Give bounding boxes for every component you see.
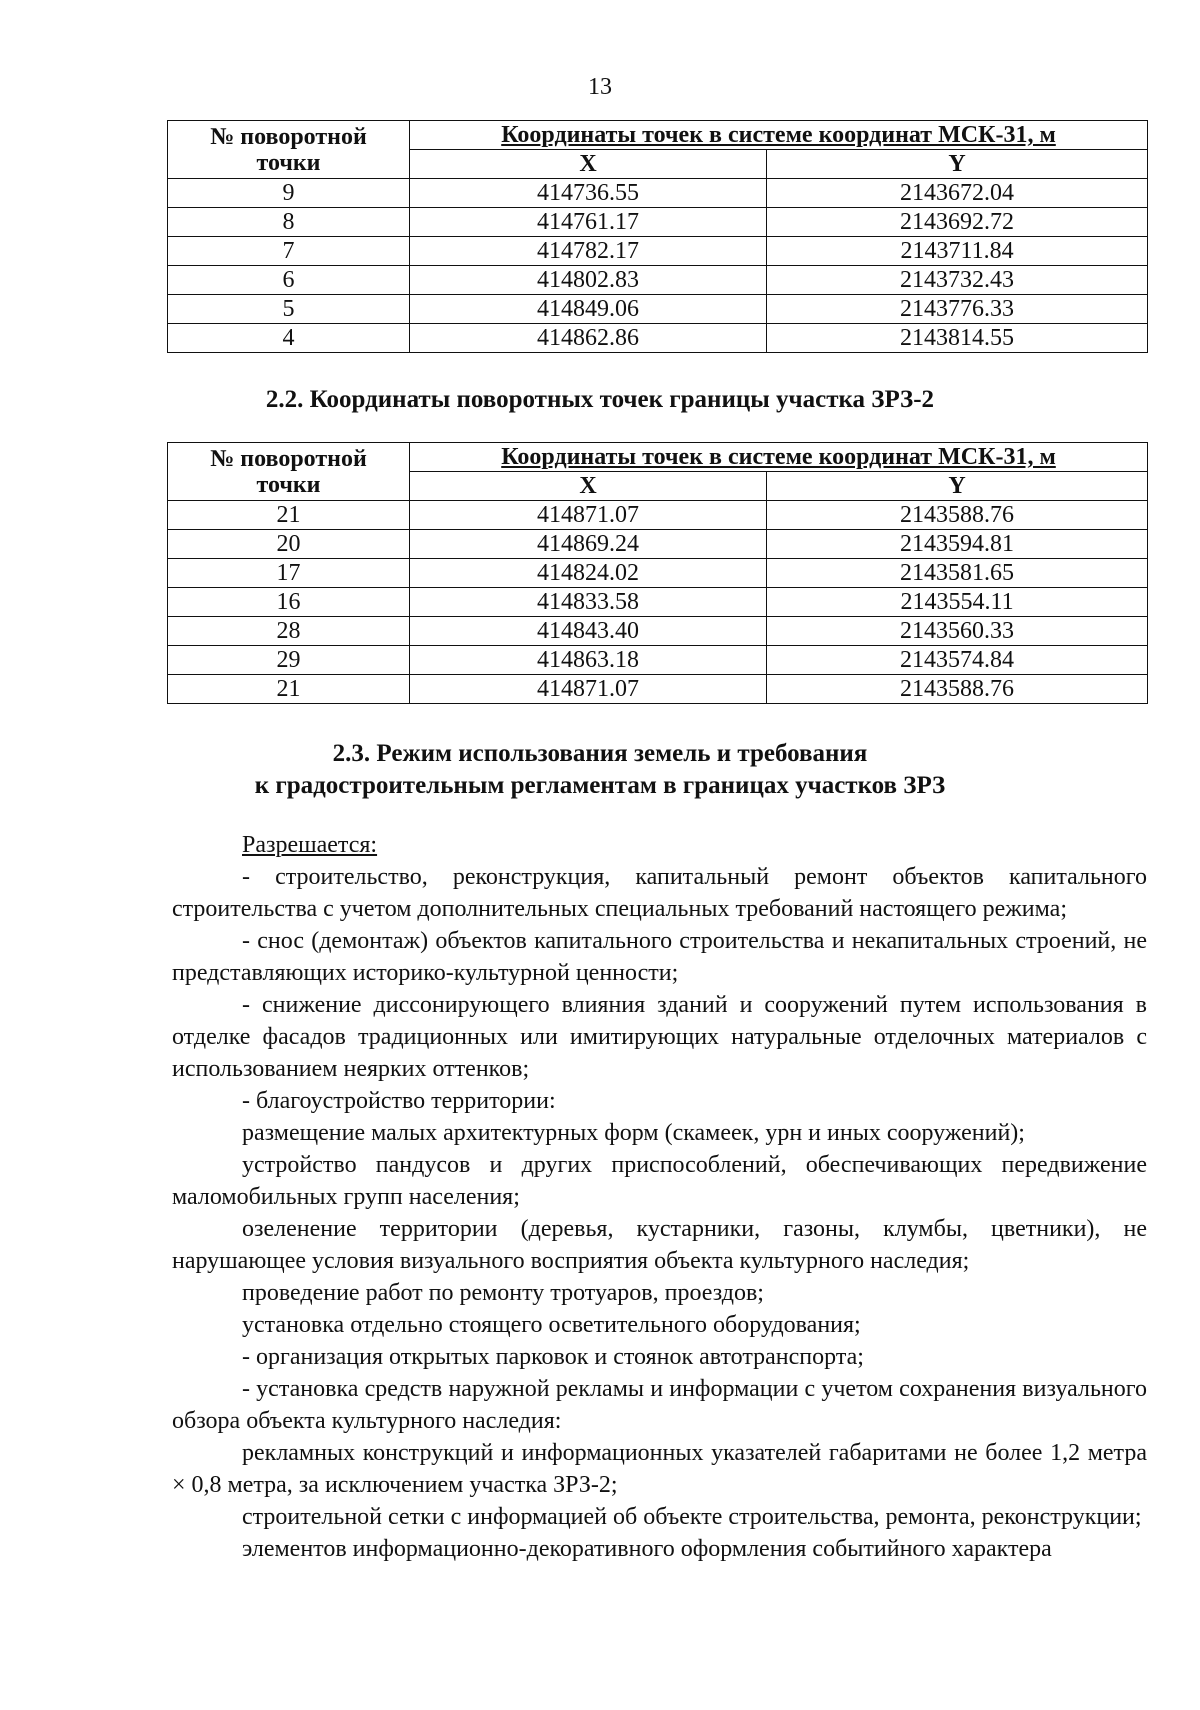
section-heading-2-3: 2.3. Режим использования земель и требования к градостроительным регламентам в границах участков ЗРЗ: [254, 740, 946, 799]
paragraph: - благоустройство территории:: [242, 1088, 556, 1114]
coordinates-table-zrz-2: [167, 442, 1148, 704]
paragraph: озеленение территории (деревья, кустарники, газоны, клумбы, цветники), не нарушающее условия визуального восприятия объекта культурного наследия;: [172, 1216, 1147, 1274]
table-row: 21 414871.07 2143588.76: [168, 675, 1148, 704]
page-number: 13: [588, 74, 612, 100]
table-row: 20 414869.24 2143594.81: [168, 530, 1148, 559]
x-column-header: X: [410, 150, 767, 179]
allowed-label: Разрешается:: [242, 832, 378, 858]
coords-system-header: Координаты точек в системе координат МСК-31, м: [410, 443, 1148, 472]
paragraph: размещение малых архитектурных форм (скамеек, урн и иных сооружений);: [242, 1120, 1025, 1146]
paragraph: - снижение диссонирующего влияния зданий и сооружений путем использования в отделке фасадов традиционных или имитирующих натуральные отделочных материалов с использованием неярких оттенков;: [172, 992, 1147, 1082]
table-row: 21 414871.07 2143588.76: [168, 501, 1148, 530]
table-row: 5 414849.06 2143776.33: [168, 295, 1148, 324]
paragraph: устройство пандусов и других приспособлений, обеспечивающих передвижение маломобильных групп населения;: [172, 1152, 1147, 1210]
y-column-header: Y: [767, 472, 1148, 501]
table-row: 6 414802.83 2143732.43: [168, 266, 1148, 295]
paragraph: элементов информационно-декоративного оформления событийного характера: [242, 1536, 1052, 1562]
table-row: 4 414862.86 2143814.55: [168, 324, 1148, 353]
table-row: 8 414761.17 2143692.72: [168, 208, 1148, 237]
paragraph: установка отдельно стоящего осветительного оборудования;: [242, 1312, 861, 1338]
paragraph: строительной сетки с информацией об объекте строительства, ремонта, реконструкции;: [242, 1504, 1142, 1530]
table-row: 28 414843.40 2143560.33: [168, 617, 1148, 646]
coordinates-table-zrz-1: [167, 120, 1148, 353]
section-heading-2-2: 2.2. Координаты поворотных точек границы участка ЗРЗ-2: [265, 386, 935, 413]
table-row: 29 414863.18 2143574.84: [168, 646, 1148, 675]
coords-system-header: Координаты точек в системе координат МСК-31, м: [410, 121, 1148, 150]
table-row: 16 414833.58 2143554.11: [168, 588, 1148, 617]
paragraph: - строительство, реконструкция, капитальный ремонт объектов капитального строительства с учетом дополнительных специальных требований настоящего режима;: [172, 864, 1147, 922]
paragraph: рекламных конструкций и информационных указателей габаритами не более 1,2 метра × 0,8 метра, за исключением участка ЗРЗ-2;: [172, 1440, 1147, 1498]
paragraph: - организация открытых парковок и стоянок автотранспорта;: [242, 1344, 864, 1370]
table-row: 7 414782.17 2143711.84: [168, 237, 1148, 266]
point-number-header: № поворотной точки: [168, 443, 410, 501]
y-column-header: Y: [767, 150, 1148, 179]
paragraph: - снос (демонтаж) объектов капитального строительства и некапитальных строений, не представляющих историко-культурной ценности;: [172, 928, 1147, 986]
regulation-text: [172, 829, 1147, 1565]
table-row: 17 414824.02 2143581.65: [168, 559, 1148, 588]
x-column-header: X: [410, 472, 767, 501]
paragraph: проведение работ по ремонту тротуаров, проездов;: [242, 1280, 764, 1306]
paragraph: - установка средств наружной рекламы и информации с учетом сохранения визуального обзора объекта культурного наследия:: [172, 1376, 1147, 1434]
point-number-header: № поворотной точки: [168, 121, 410, 179]
table-row: 9 414736.55 2143672.04: [168, 179, 1148, 208]
